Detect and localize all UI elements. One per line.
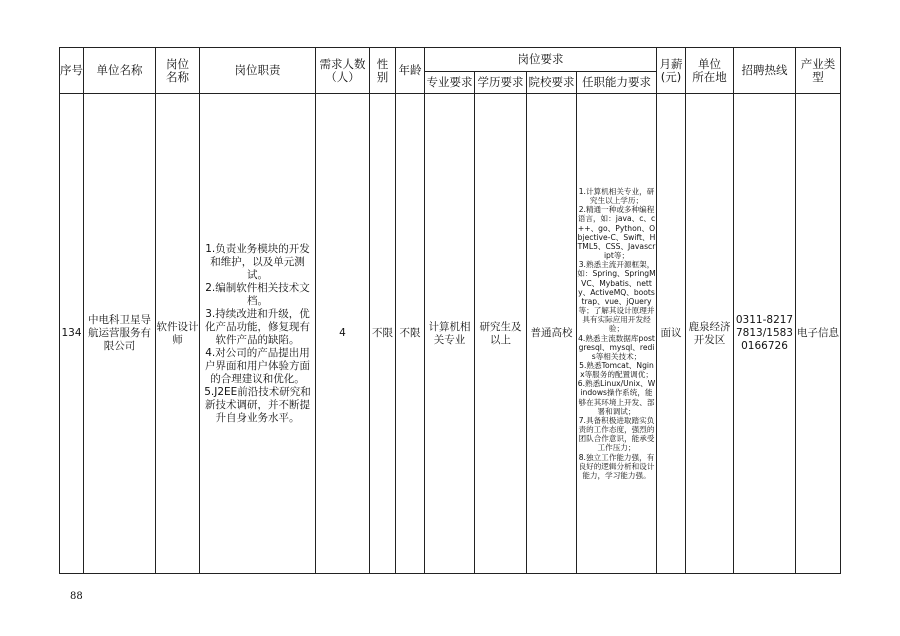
header-row-1 <box>60 48 841 72</box>
header-unit-name: 单位名称 <box>84 48 156 94</box>
cell-location: 鹿泉经济开发区 <box>686 94 734 574</box>
header-requirements: 岗位要求 <box>425 48 657 72</box>
cell-industry: 电子信息 <box>796 94 841 574</box>
header-location: 单位 所在地 <box>686 48 734 94</box>
cell-count: 4 <box>316 94 370 574</box>
cell-education: 研究生及以上 <box>475 94 527 574</box>
cell-major: 计算机相关专业 <box>425 94 475 574</box>
header-school: 院校要求 <box>527 72 577 94</box>
page-number: 88 <box>70 591 83 602</box>
header-gender: 性 别 <box>370 48 396 94</box>
cell-age: 不限 <box>396 94 425 574</box>
cell-school: 普通高校 <box>527 94 577 574</box>
cell-post-name: 软件设计师 <box>156 94 200 574</box>
cell-duties: 1.负责业务模块的开发和维护，以及单元测试。 2.编制软件相关技术文档。 3.持续改进和升级，优化产品功能，修复现有软件产品的缺陷。 4.对公司的产品提出用户界面和用户体验方面的合理建议和优化。 5.J2EE前沿技术研究和新技术调研，并不断提升自身业务水平。 <box>200 94 316 574</box>
header-post-name: 岗位 名称 <box>156 48 200 94</box>
header-education: 学历要求 <box>475 72 527 94</box>
cell-gender: 不限 <box>370 94 396 574</box>
cell-unit-name: 中电科卫星导航运营服务有限公司 <box>84 94 156 574</box>
header-industry: 产业类型 <box>796 48 841 94</box>
cell-ability: 1.计算机相关专业，研究生以上学历； 2.精通一种或多种编程语言，如：java、c、c++、go、Python、Objective-C、Swift、HTML5、CSS、Javascript等； 3.熟悉主流开源框架，如：Spring、SpringMVC、Mybatis、netty、ActiveMQ、bootstrap、vue、jQuery等；了解其设计原理并具有实际应用开发经验； 4.熟悉主流数据库postgresql、mysql、redis等相关技术； 5.熟悉Tomcat、Nginx等服务的配置调优； 6.熟悉Linux/Unix、Windows操作系统，能够在其环境上开发、部署和调试； 7.具备积极进取踏实负责的工作态度，强烈的团队合作意识，能承受工作压力； 8.独立工作能力强，有良好的逻辑分析和设计能力，学习能力强。 <box>577 94 657 574</box>
cell-seq: 134 <box>60 94 84 574</box>
header-seq: 序号 <box>60 48 84 94</box>
header-count: 需求人数 （人） <box>316 48 370 94</box>
table-row <box>60 94 841 574</box>
header-age: 年龄 <box>396 48 425 94</box>
header-ability: 任职能力要求 <box>577 72 657 94</box>
recruitment-table <box>59 47 841 574</box>
header-hotline: 招聘热线 <box>734 48 796 94</box>
header-major: 专业要求 <box>425 72 475 94</box>
header-salary: 月薪 (元) <box>657 48 686 94</box>
cell-salary: 面议 <box>657 94 686 574</box>
header-duties: 岗位职责 <box>200 48 316 94</box>
cell-hotline: 0311-82177813/15830166726 <box>734 94 796 574</box>
